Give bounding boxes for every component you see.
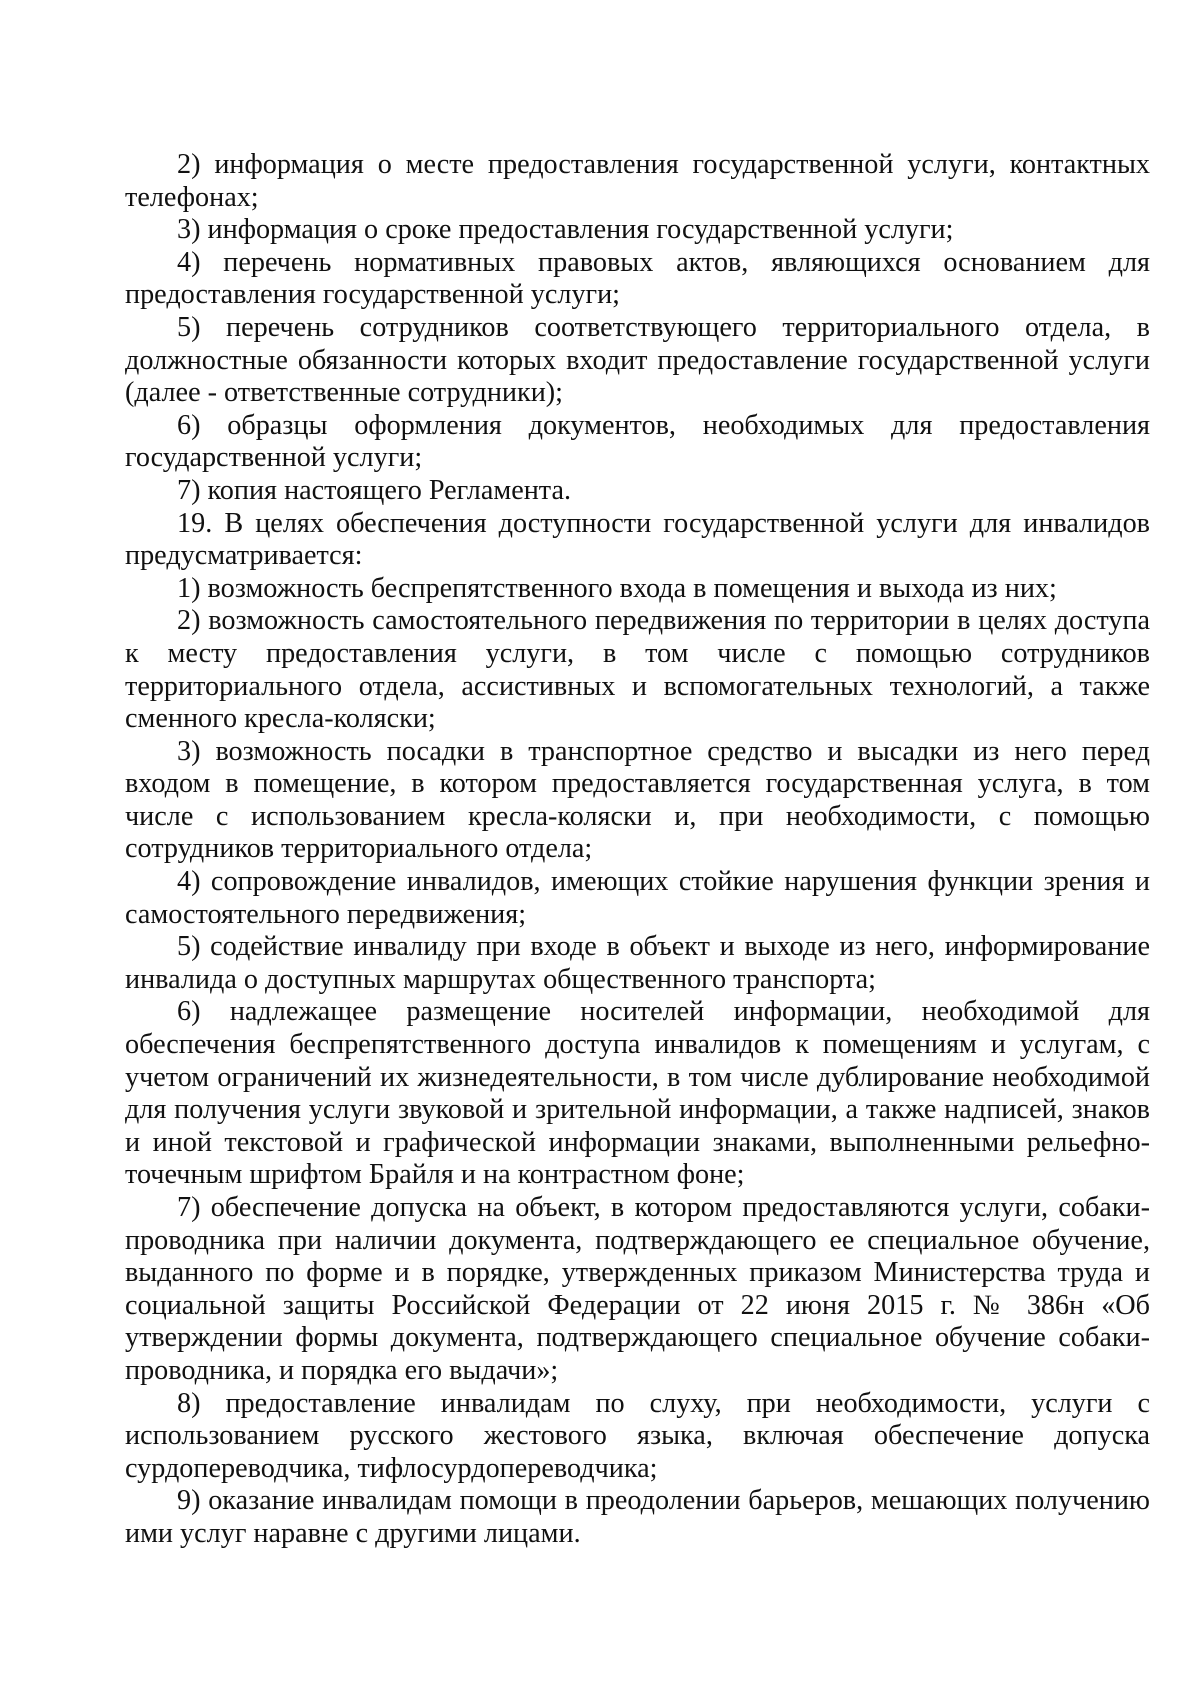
paragraph-item-7-copy: 7) копия настоящего Регламента. [177,474,572,506]
paragraph-item-4-legal-acts: 4) перечень нормативных правовых актов, являющихся основанием для предоставления государственной услуги; [125,246,1150,311]
paragraph-item-3-term: 3) информация о сроке предоставления государственной услуги; [177,214,954,246]
paragraph-accessibility-7: 7) обеспечение допуска на объект, в котором предоставляются услуги, собаки-проводника при наличии документа, подтверждающего ее специальное обучение, выданного по форме и в порядке, утвержденных приказом Министерства труда и социальной защиты Российской Федерации от 22 июня 2015 г. № 386н «Об утверждении формы документа, подтверждающего специальное обучение собаки-проводника, и порядка его выдачи»; [125,1192,1150,1386]
paragraph-accessibility-6: 6) надлежащее размещение носителей информации, необходимой для обеспечения беспрепятственного доступа инвалидов к помещениям и услугам, с учетом ограничений их жизнедеятельности, в том числе дублирование необходимой для получения услуги звуковой и зрительной информации, а также надписей, знаков и иной текстовой и графической информации знаками, выполненными рельефно-точечным шрифтом Брайля и на контрастном фоне; [125,996,1150,1191]
paragraph-accessibility-4: 4) сопровождение инвалидов, имеющих стойкие нарушения функции зрения и самостоятельного передвижения; [125,866,1150,930]
paragraph-accessibility-1: 1) возможность беспрепятственного входа в помещения и выхода из них; [177,572,1057,604]
paragraph-item-2-location: 2) информация о месте предоставления государственной услуги, контактных телефонах; [125,149,1150,213]
paragraph-item-5-staff: 5) перечень сотрудников соответствующего территориального отдела, в должностные обязанности которых входит предоставление государственной услуги (далее - ответственные сотрудники); [125,311,1150,409]
paragraph-accessibility-8: 8) предоставление инвалидам по слуху, при необходимости, услуги с использованием русского жестового языка, включая обеспечение допуска сурдопереводчика, тифлосурдопереводчика; [125,1387,1150,1484]
paragraph-item-6-samples: 6) образцы оформления документов, необходимых для предоставления государственной услуги; [125,409,1150,474]
paragraph-accessibility-2: 2) возможность самостоятельного передвижения по территории в целях доступа к месту предоставления услуги, в том числе с помощью сотрудников территориального отдела, ассистивных и вспомогательных технологий, а также сменного кресла-коляски; [125,605,1150,735]
paragraph-accessibility-5: 5) содействие инвалиду при входе в объект и выходе из него, информирование инвалида о доступных маршрутах общественного транспорта; [125,931,1150,995]
paragraph-accessibility-9: 9) оказание инвалидам помощи в преодолении барьеров, мешающих получению ими услуг наравне с другими лицами. [125,1485,1150,1549]
paragraph-section-19: 19. В целях обеспечения доступности государственной услуги для инвалидов предусматривается: [125,507,1150,572]
document-body [125,149,1150,1551]
paragraph-accessibility-3: 3) возможность посадки в транспортное средство и высадки из него перед входом в помещение, в котором предоставляется государственная услуга, в том числе с использованием кресла-коляски и, при необходимости, с помощью сотрудников территориального отдела; [125,735,1150,865]
